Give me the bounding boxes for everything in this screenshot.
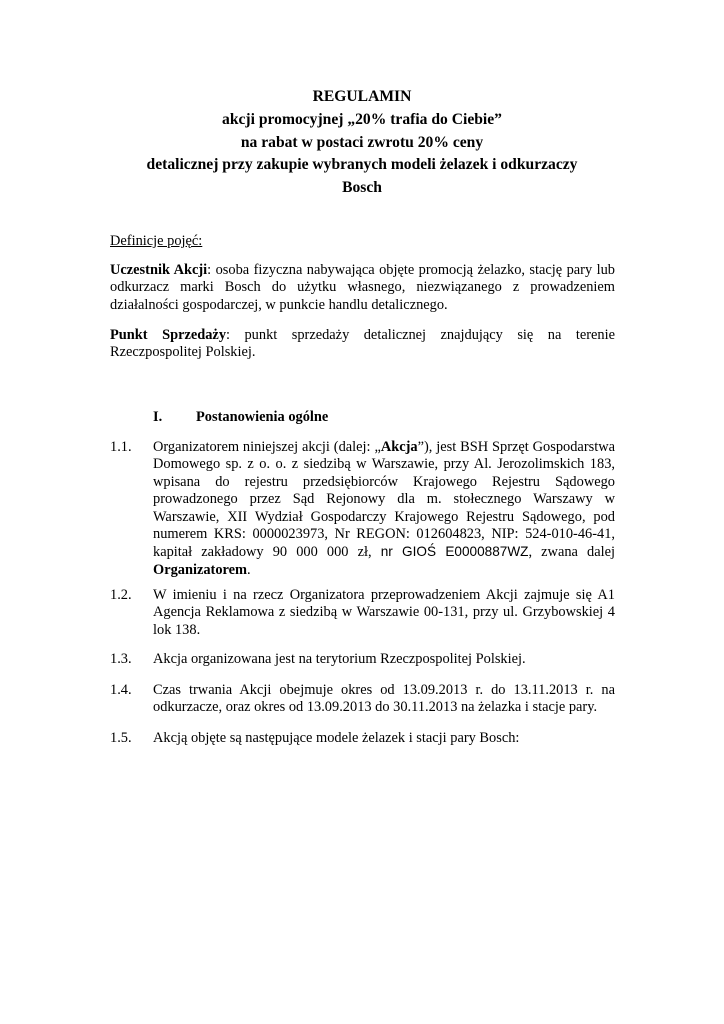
clause-text: W imieniu i na rzecz Organizatora przeprowadzeniem Akcji zajmuje się A1 Agencja Reklamowa z siedzibą w Warszawie 00-131, przy ul. Grzybowskiej 4 lok 138. (153, 587, 615, 638)
clause-number: 1.5. (110, 730, 132, 746)
definition-sales-point (110, 327, 615, 362)
title-line-4: detalicznej przy zakupie wybranych modeli żelazek i odkurzaczy (146, 156, 578, 174)
organizer-term: Organizatorem (153, 561, 248, 578)
section-number: I. (153, 409, 163, 425)
clause-number: 1.2. (110, 587, 132, 603)
sales-point-term: Punkt Sprzedaży (110, 327, 227, 343)
document-title (100, 86, 624, 200)
clause-text-part: Organizatorem niniejszej akcji (dalej: „ (153, 439, 381, 455)
clause-number: 1.1. (110, 439, 132, 455)
clause-text (153, 439, 615, 579)
definitions-heading: Definicje pojęć: (110, 233, 203, 249)
clause-1-3 (110, 651, 615, 668)
clause-1-4 (110, 682, 615, 717)
section-heading (153, 409, 328, 426)
title-line-2: akcji promocyjnej „20% trafia do Ciebie” (222, 110, 502, 128)
clause-text-part: . (247, 561, 251, 578)
title-line-1: REGULAMIN (312, 88, 412, 105)
sales-point-text: : punkt sprzedaży detalicznej znajdujący się na terenie Rzeczpospolitej Polskiej. (110, 327, 615, 361)
clause-number: 1.3. (110, 651, 132, 667)
clause-text: Czas trwania Akcji obejmuje okres od 13.09.2013 r. do 13.11.2013 r. na odkurzacze, oraz okres od 13.09.2013 do 30.11.2013 na żelazka i stacje pary. (153, 682, 615, 716)
title-line-5: Bosch (342, 179, 382, 197)
clause-text: Akcja organizowana jest na terytorium Rzeczpospolitej Polskiej. (153, 651, 526, 667)
clause-number: 1.4. (110, 682, 132, 698)
clause-text-part: ”), jest BSH Sprzęt Gospodarstwa Domowego sp. z o. o. z siedzibą w Warszawie, przy Al. Jerozolimskich 183, wpisana do rejestru przedsiębiorców Krajowego Rejestru Sądowego prowadzonego przez Sąd Rejonowy dla m. stołecznego Warszawy w Warszawie, XII Wydział Gospodarczy Krajowego Rejestru Sądowego, pod numerem KRS: 0000023973, Nr REGON: 012604823, NIP: 524-010-46-41, kapitał zakładowy 90 000 000 zł, (153, 439, 615, 561)
gios-number: nr GIOŚ E0000887WZ (380, 544, 529, 560)
clause-1-5 (110, 730, 615, 747)
section-title: Postanowienia ogólne (196, 409, 329, 425)
title-line-3: na rabat w postaci zwrotu 20% ceny (240, 133, 484, 151)
akcja-term: Akcja (380, 439, 418, 455)
clause-text: Akcją objęte są następujące modele żelazek i stacji pary Bosch: (153, 730, 520, 746)
clause-1-2 (110, 587, 615, 639)
participant-term: Uczestnik Akcji (110, 262, 208, 278)
definition-participant (110, 262, 615, 314)
participant-text: : osoba fizyczna nabywająca objęte promocją żelazko, stację pary lub odkurzacz marki Bosch do użytku własnego, niezwiązanego z prowadzeniem działalności gospodarczej, w punkcie handlu detalicznego. (110, 262, 615, 313)
clause-text-part: , zwana dalej (528, 544, 615, 561)
clause-1-1 (110, 439, 615, 579)
